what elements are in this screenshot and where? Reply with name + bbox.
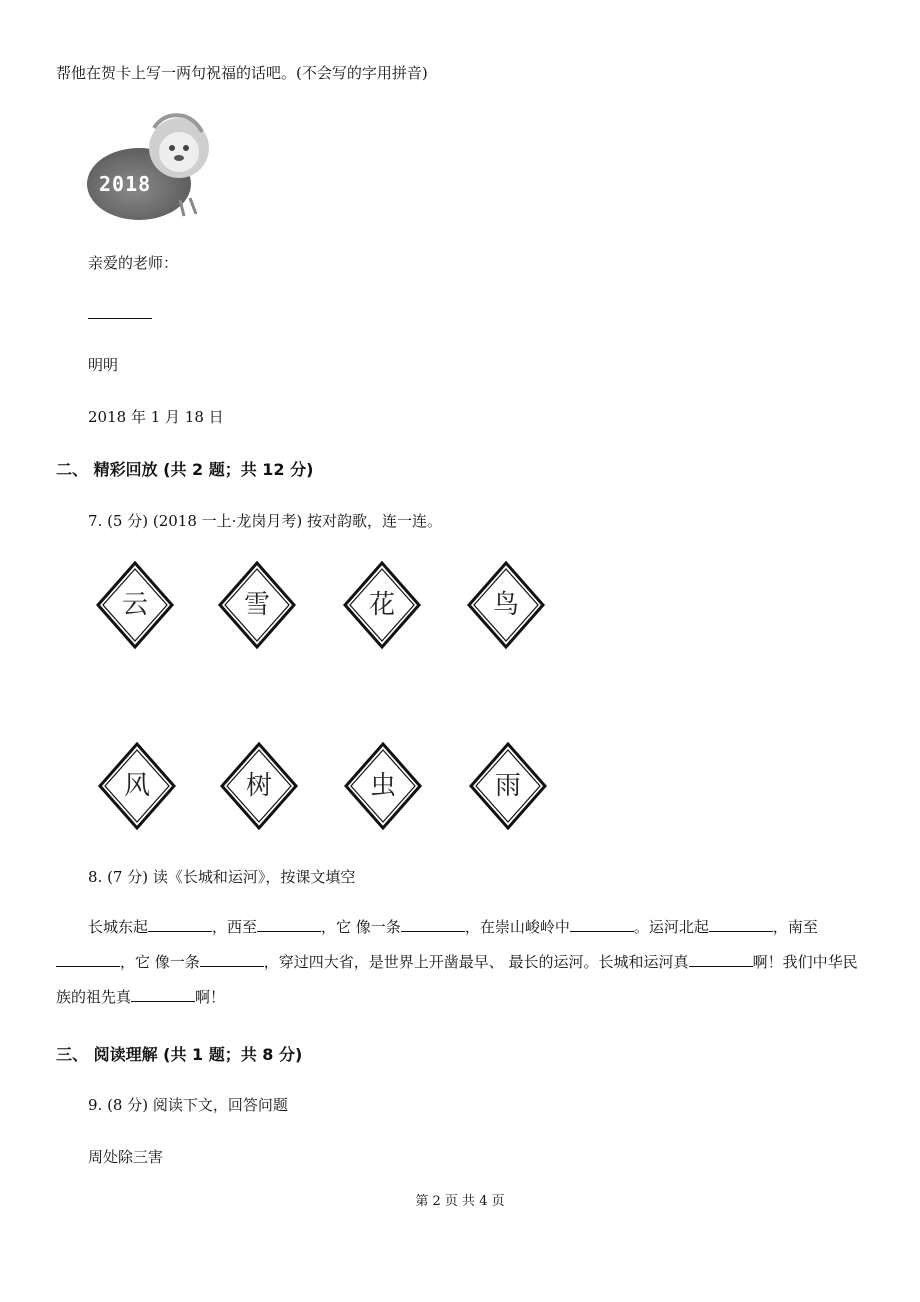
fill-blank[interactable] bbox=[401, 913, 465, 932]
fill-blank[interactable] bbox=[689, 948, 753, 967]
page-footer: 第 2 页 共 4 页 bbox=[415, 1194, 505, 1209]
q8-fill-in-paragraph: 长城东起 ，西至 ，它 像一条 ，在崇山峻岭中 。运河北起 ，南至，它 像一条 ，穿过四大省，是世界上开凿最早、 最长的运河。长城和运河真 啊！我们中华民族的祖先真 啊！ bbox=[56, 910, 864, 1015]
diamond-char[interactable]: 花 bbox=[343, 561, 421, 649]
card-year: 2018 bbox=[99, 172, 152, 196]
question-8: 8. (7 分) 读《长城和运河》，按课文填空 bbox=[88, 868, 356, 886]
diamond-char[interactable]: 鸟 bbox=[467, 561, 545, 649]
letter-date: 2018 年 1 月 18 日 bbox=[88, 408, 224, 426]
greeting-card-image bbox=[84, 108, 216, 224]
question-9: 9. (8 分) 阅读下文，回答问题 bbox=[88, 1096, 288, 1114]
answer-blank-line[interactable] bbox=[88, 318, 152, 319]
intro-line: 帮他在贺卡上写一两句祝福的话吧。(不会写的字用拼音) bbox=[56, 64, 428, 82]
fill-blank[interactable] bbox=[200, 948, 264, 967]
section-three-heading: 三、 阅读理解 (共 1 题；共 8 分) bbox=[56, 1045, 303, 1064]
section-two-heading: 二、 精彩回放 (共 2 题；共 12 分) bbox=[56, 460, 314, 479]
question-7: 7. (5 分) (2018 一上·龙岗月考) 按对韵歌，连一连。 bbox=[88, 512, 443, 530]
fill-blank[interactable] bbox=[709, 913, 773, 932]
diamond-char[interactable]: 雪 bbox=[218, 561, 296, 649]
diamond-char[interactable]: 云 bbox=[96, 561, 174, 649]
fill-blank[interactable] bbox=[570, 913, 634, 932]
fill-blank[interactable] bbox=[148, 913, 212, 932]
fill-blank[interactable] bbox=[131, 983, 195, 1002]
letter-salutation: 亲爱的老师： bbox=[88, 254, 179, 272]
diamond-char[interactable]: 雨 bbox=[469, 742, 547, 830]
fill-blank[interactable] bbox=[56, 948, 120, 967]
letter-signature: 明明 bbox=[88, 356, 119, 374]
diamond-char[interactable]: 虫 bbox=[344, 742, 422, 830]
passage-title: 周处除三害 bbox=[88, 1148, 164, 1166]
fill-blank[interactable] bbox=[257, 913, 321, 932]
diamond-char[interactable]: 风 bbox=[98, 742, 176, 830]
diamond-char[interactable]: 树 bbox=[220, 742, 298, 830]
